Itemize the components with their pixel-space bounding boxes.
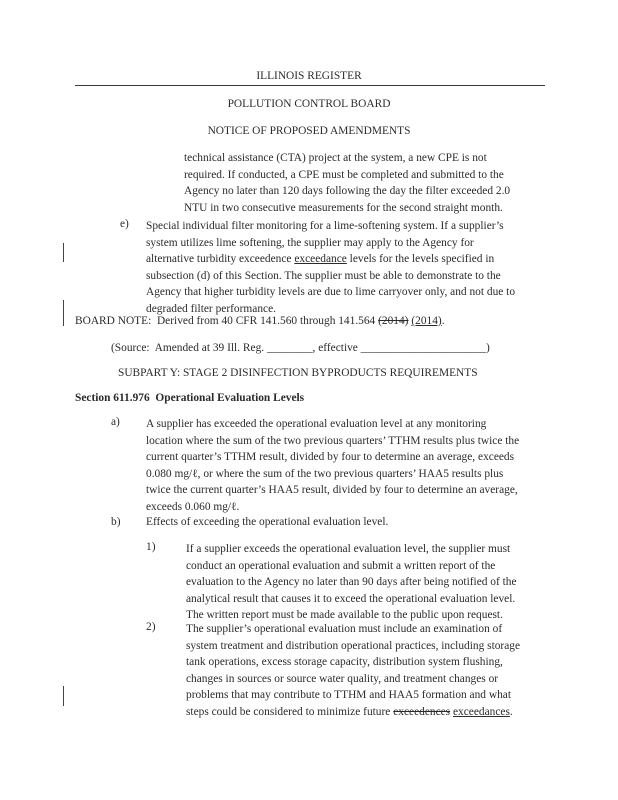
header-rule <box>75 85 545 86</box>
text-line <box>186 704 546 721</box>
text-line: subsection (d) of this Section. The supplier must be able to demonstrate to the <box>146 269 501 282</box>
text-line: system utilizes lime softening, the supplier may apply to the Agency for <box>146 236 474 249</box>
text-line: 0.080 mg/ℓ, or where the sum of the two previous quarters’ HAA5 results plus <box>146 467 504 480</box>
item-b-text: Effects of exceeding the operational evaluation level. <box>146 516 389 528</box>
item-e-text <box>146 218 546 318</box>
text-span: ) <box>486 342 490 354</box>
blank-field: ______________________ <box>360 342 486 354</box>
inserted-text: exceedance <box>294 253 347 266</box>
item-e-label: e) <box>120 218 129 230</box>
text-line: technical assistance (CTA) project at the system, a new CPE is not <box>184 152 487 164</box>
text-line: current quarter’s TTHM result, divided by four to determine an average, exceeds <box>146 451 515 464</box>
item-b2-text <box>186 621 546 721</box>
text-line: location where the sum of the two previous quarters’ TTHM results plus twice the <box>146 434 520 447</box>
text-span: , effective <box>312 342 361 354</box>
text-span: alternative turbidity exceedence <box>146 253 295 266</box>
revision-bar <box>63 243 64 262</box>
text-line <box>146 251 546 268</box>
notice-title: NOTICE OF PROPOSED AMENDMENTS <box>207 125 411 137</box>
text-line: analytical result that causes it to exceed the operational evaluation level. <box>186 592 516 605</box>
text-span: (Source: Amended at 39 Ill. Reg. <box>111 342 267 354</box>
text-line: problems that may contribute to TTHM and HAA5 formation and what <box>186 689 511 702</box>
text-line: required. If conducted, a CPE must be completed and submitted to the <box>184 168 504 181</box>
text-line: system treatment and distribution operational practices, including storage <box>186 639 521 652</box>
item-a-label: a) <box>111 416 120 428</box>
text-span: steps could be considered to minimize future <box>186 705 394 718</box>
board-note <box>75 315 445 327</box>
revision-bar <box>63 300 64 326</box>
section-title: Operational Evaluation Levels <box>155 392 305 404</box>
item-b1-text <box>186 541 546 624</box>
text-line: Agency no later than 120 days following the day the filter exceeded 2.0 <box>184 185 511 198</box>
section-heading <box>75 392 304 404</box>
text-line: degraded filter performance. <box>146 302 276 315</box>
revision-bar <box>63 686 64 706</box>
item-b-label: b) <box>111 516 121 528</box>
inserted-text: (2014) <box>411 315 442 327</box>
board-title: POLLUTION CONTROL BOARD <box>227 98 391 110</box>
subpart-heading: SUBPART Y: STAGE 2 DISINFECTION BYPRODUCTS REQUIREMENTS <box>118 367 478 379</box>
item-b2-label: 2) <box>146 621 156 633</box>
text-line: If a supplier exceeds the operational evaluation level, the supplier must <box>186 543 511 555</box>
item-b1-label: 1) <box>146 541 156 553</box>
text-line: changes in sources or source water quality, and treatment changes or <box>186 672 499 685</box>
text-span: BOARD NOTE: Derived from 40 CFR 141.560 through 141.564 <box>75 315 379 327</box>
text-line: The written report must be made available to the public upon request. <box>186 609 503 622</box>
deleted-text: (2014) <box>378 315 409 327</box>
section-number: Section 611.976 <box>75 392 150 404</box>
text-line: NTU in two consecutive measurements for the second straight month. <box>184 201 503 214</box>
blank-field: ________ <box>266 342 313 354</box>
item-a-text <box>146 416 546 516</box>
text-line: tank operations, excess storage capacity, distribution system flushing, <box>186 656 503 669</box>
deleted-text: exceedences <box>393 705 451 718</box>
text-span: levels for the levels specified in <box>346 253 495 266</box>
text-line: Special individual filter monitoring for a lime-softening system. If a supplier’s <box>146 220 504 232</box>
text-line: twice the current quarter’s HAA5 result, divided by four to determine an average, <box>146 484 518 497</box>
inserted-text: exceedances <box>452 705 510 718</box>
register-title: ILLINOIS REGISTER <box>256 70 362 82</box>
text-line: exceeds 0.060 mg/ℓ. <box>146 500 240 513</box>
text-span: . <box>441 315 445 327</box>
text-line: conduct an operational evaluation and submit a written report of the <box>186 559 496 572</box>
text-line: Agency that higher turbidity levels are due to lime carryover only, and not due to <box>146 286 516 299</box>
continued-paragraph <box>184 150 544 216</box>
source-note <box>111 342 490 354</box>
text-line: evaluation to the Agency no later than 90 days after being notified of the <box>186 576 517 589</box>
text-span: . <box>509 705 513 718</box>
text-line: A supplier has exceeded the operational evaluation level at any monitoring <box>146 418 487 430</box>
text-line: The supplier’s operational evaluation must include an examination of <box>186 623 503 635</box>
